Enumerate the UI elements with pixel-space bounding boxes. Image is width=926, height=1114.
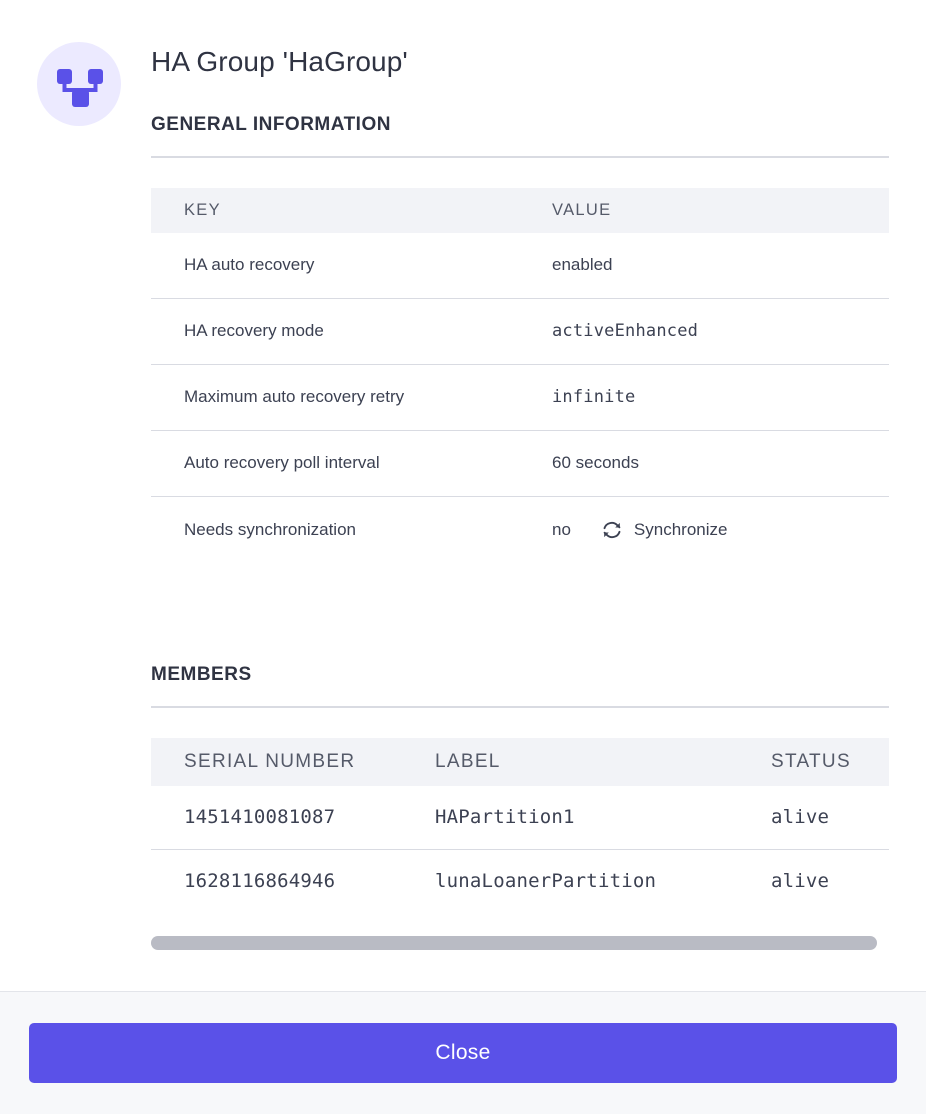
row-key: HA recovery mode (151, 299, 552, 365)
row-value: 60 seconds (552, 431, 889, 497)
section-title-general: GENERAL INFORMATION (151, 114, 391, 135)
section-divider-general (151, 156, 889, 158)
dialog-footer (0, 991, 926, 1114)
column-header-label: LABEL (435, 738, 771, 786)
table-row (151, 786, 889, 850)
scrollbar-thumb[interactable] (151, 936, 877, 950)
table-header-row (151, 738, 889, 786)
close-button[interactable]: Close (29, 1023, 897, 1083)
section-divider-members (151, 706, 889, 708)
sync-value: no (552, 520, 571, 539)
row-key: Needs synchronization (184, 520, 356, 539)
page-title: HA Group 'HaGroup' (151, 46, 408, 77)
member-status: alive (771, 870, 830, 892)
table-row (151, 233, 889, 299)
member-status: alive (771, 786, 889, 850)
members-horizontal-scrollbar[interactable] (151, 936, 889, 950)
table-row-sync (151, 497, 889, 565)
synchronize-label: Synchronize (633, 520, 728, 539)
row-key: HA auto recovery (151, 233, 552, 299)
member-serial-number: 1628116864946 (184, 870, 336, 892)
column-header-serial-number: SERIAL NUMBER (151, 738, 435, 786)
table-row (151, 299, 889, 365)
row-value: enabled (552, 233, 889, 299)
refresh-icon (601, 519, 623, 541)
column-header-value: VALUE (552, 188, 889, 233)
row-value: activeEnhanced (552, 299, 889, 365)
table-row (151, 850, 889, 914)
row-value: infinite (552, 365, 889, 431)
ha-group-icon (37, 42, 121, 126)
row-key: Maximum auto recovery retry (151, 365, 552, 431)
row-key: Auto recovery poll interval (151, 431, 552, 497)
general-information-table (151, 188, 889, 564)
table-row (151, 365, 889, 431)
column-header-key: KEY (151, 188, 552, 233)
table-row (151, 431, 889, 497)
column-header-status: STATUS (771, 738, 889, 786)
section-title-members: MEMBERS (151, 664, 252, 685)
member-serial-number: 1451410081087 (151, 786, 435, 850)
synchronize-button[interactable] (601, 519, 728, 541)
table-header-row (151, 188, 889, 233)
member-label: lunaLoanerPartition (435, 870, 657, 892)
member-label: HAPartition1 (435, 786, 771, 850)
members-table (151, 738, 889, 913)
row-value-sync (552, 497, 889, 565)
